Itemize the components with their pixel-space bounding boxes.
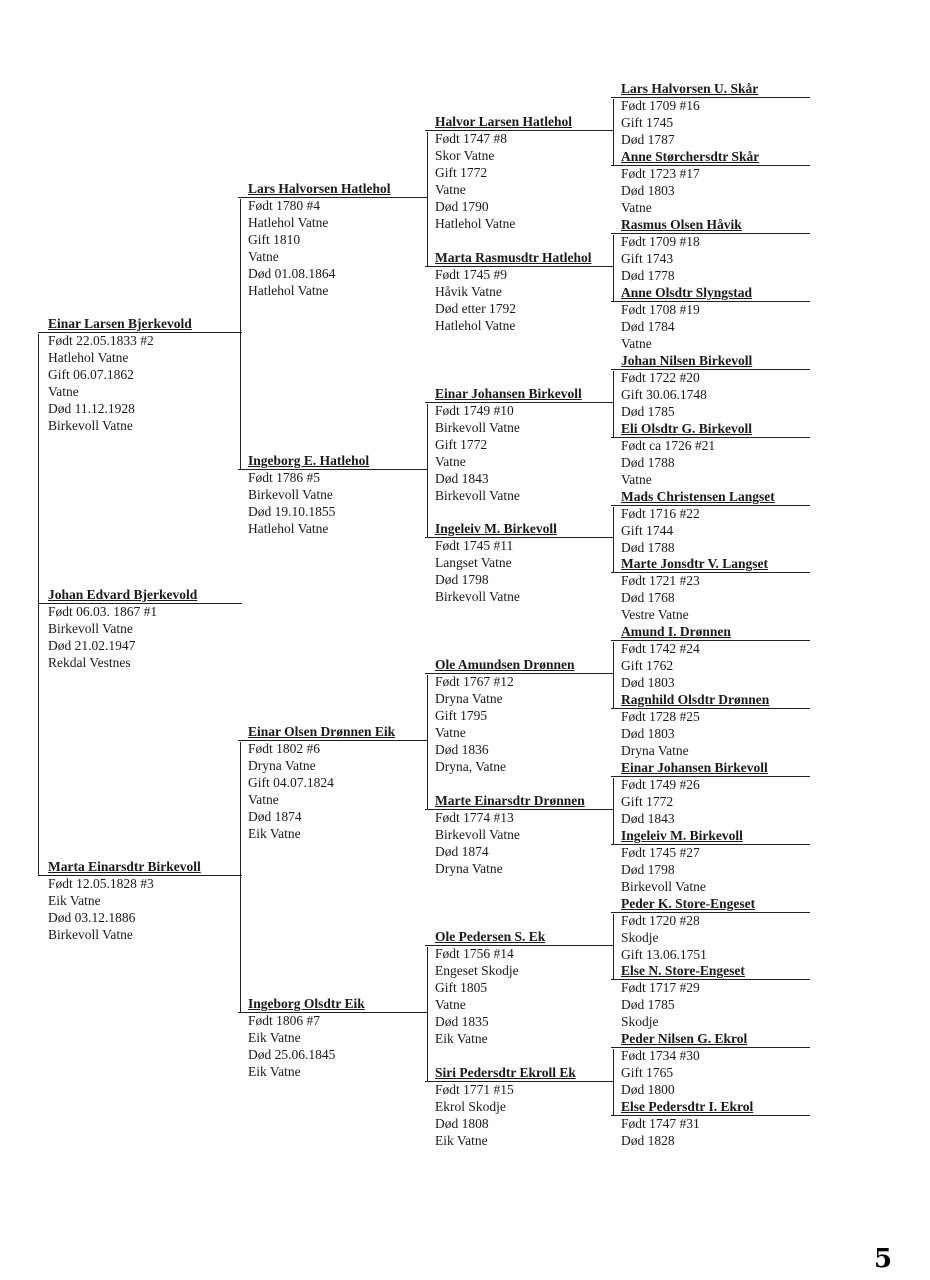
person-detail: Død 1803: [621, 183, 675, 198]
person-detail: Død 1778: [621, 268, 675, 283]
person-detail: Død 1790: [435, 199, 489, 214]
connector-line: [38, 334, 39, 875]
connector-line: [613, 914, 614, 979]
person-detail: Født 1745 #11: [435, 538, 514, 553]
person-name: Rasmus Olsen Håvik: [621, 217, 742, 232]
person-name: Ingeleiv M. Birkevoll: [621, 828, 743, 843]
person-detail: Født 06.03. 1867 #1: [48, 604, 158, 619]
person-detail: Død 1785: [621, 404, 675, 419]
person-7: [248, 995, 365, 1080]
connector-line: [611, 776, 810, 777]
person-detail: Vatne: [435, 454, 466, 469]
person-name: Peder Nilsen G. Ekrol: [621, 1031, 748, 1046]
connector-line: [427, 947, 428, 1081]
person-detail: Død 1803: [621, 675, 675, 690]
connector-line: [611, 437, 810, 438]
person-detail: Født 1716 #22: [621, 506, 700, 521]
person-detail: Gift 1762: [621, 658, 674, 673]
person-detail: Skodje: [621, 930, 659, 945]
person-detail: Ekrol Skodje: [435, 1099, 506, 1114]
connector-line: [611, 979, 810, 980]
person-detail: Født 1749 #10: [435, 403, 514, 418]
person-name: Anne Olsdtr Slyngstad: [621, 285, 753, 300]
person-detail: Født 1728 #25: [621, 709, 700, 724]
connector-line: [611, 1115, 810, 1116]
person-16: [621, 80, 758, 148]
person-name: Ole Pedersen S. Ek: [435, 929, 546, 944]
person-detail: Født 1734 #30: [621, 1048, 700, 1063]
person-detail: Født 1774 #13: [435, 810, 514, 825]
person-detail: Birkevoll Vatne: [435, 488, 520, 503]
person-23: [621, 555, 768, 623]
person-detail: Vatne: [435, 725, 466, 740]
person-17: [621, 148, 759, 216]
person-detail: Håvik Vatne: [435, 284, 502, 299]
person-detail: Dryna Vatne: [248, 758, 316, 773]
person-detail: Birkevoll Vatne: [435, 589, 520, 604]
connector-line: [611, 572, 810, 573]
person-name: Else N. Store-Engeset: [621, 963, 745, 978]
person-detail: Død 1788: [621, 540, 675, 555]
person-detail: Død etter 1792: [435, 301, 516, 316]
person-detail: Født ca 1726 #21: [621, 438, 716, 453]
person-detail: Gift 1810: [248, 232, 301, 247]
connector-line: [611, 505, 810, 506]
connector-line: [613, 371, 614, 437]
person-detail: Birkevoll Vatne: [48, 418, 133, 433]
connector-line: [613, 1049, 614, 1115]
person-name: Johan Nilsen Birkevoll: [621, 353, 753, 368]
person-detail: Rekdal Vestnes: [48, 655, 131, 670]
person-detail: Gift 1795: [435, 708, 488, 723]
connector-line: [427, 404, 428, 537]
person-name: Eli Olsdtr G. Birkevoll: [621, 421, 753, 436]
connector-line: [611, 912, 810, 913]
person-detail: Gift 30.06.1748: [621, 387, 707, 402]
person-detail: Død 1803: [621, 726, 675, 741]
person-detail: Gift 1772: [435, 437, 488, 452]
connector-line: [427, 132, 428, 266]
connector-line: [38, 332, 242, 333]
connector-line: [427, 675, 428, 809]
connector-line: [425, 130, 613, 131]
person-20: [621, 352, 752, 420]
person-detail: Vatne: [621, 472, 652, 487]
connector-line: [611, 640, 810, 641]
connector-line: [238, 740, 428, 741]
person-27: [621, 827, 743, 895]
connector-line: [38, 603, 242, 604]
connector-line: [611, 369, 810, 370]
person-13: [435, 792, 585, 877]
person-detail: Gift 13.06.1751: [621, 947, 707, 962]
person-name: Halvor Larsen Hatlehol: [435, 114, 572, 129]
person-name: Ingeleiv M. Birkevoll: [435, 521, 557, 536]
person-name: Marte Einarsdtr Drønnen: [435, 793, 585, 808]
connector-line: [425, 945, 613, 946]
person-name: Else Pedersdtr I. Ekrol: [621, 1099, 754, 1114]
person-name: Mads Christensen Langset: [621, 489, 775, 504]
person-detail: Død 1787: [621, 132, 675, 147]
person-detail: Gift 1772: [435, 165, 488, 180]
person-detail: Hatlehol Vatne: [248, 521, 329, 536]
person-detail: Født 1802 #6: [248, 741, 321, 756]
person-detail: Skodje: [621, 1014, 659, 1029]
person-detail: Birkevoll Vatne: [435, 420, 520, 435]
person-detail: Død 03.12.1886: [48, 910, 136, 925]
person-detail: Død 1828: [621, 1133, 675, 1148]
connector-line: [238, 1012, 428, 1013]
person-detail: Død 1835: [435, 1014, 489, 1029]
person-detail: Død 1843: [621, 811, 675, 826]
person-detail: Født 1771 #15: [435, 1082, 514, 1097]
person-name: Marta Rasmusdtr Hatlehol: [435, 250, 592, 265]
connector-line: [425, 673, 613, 674]
connector-line: [425, 402, 613, 403]
connector-line: [611, 97, 810, 98]
person-5: [248, 452, 369, 537]
person-detail: Dryna, Vatne: [435, 759, 506, 774]
person-21: [621, 420, 752, 488]
person-29: [621, 962, 745, 1030]
person-detail: Født 1717 #29: [621, 980, 700, 995]
person-name: Peder K. Store-Engeset: [621, 896, 756, 911]
person-28: [621, 895, 755, 963]
person-detail: Vatne: [48, 384, 79, 399]
person-detail: Gift 1743: [621, 251, 674, 266]
person-detail: Eik Vatne: [48, 893, 101, 908]
person-detail: Birkevoll Vatne: [48, 927, 133, 942]
person-detail: Død 1836: [435, 742, 489, 757]
connector-line: [240, 742, 241, 1012]
person-detail: Birkevoll Vatne: [435, 827, 520, 842]
person-26: [621, 759, 768, 827]
person-detail: Født 1806 #7: [248, 1013, 321, 1028]
person-1: [48, 586, 197, 671]
person-detail: Født 1709 #16: [621, 98, 700, 113]
person-9: [435, 249, 592, 334]
connector-line: [238, 469, 428, 470]
person-detail: Død 1768: [621, 590, 675, 605]
person-3: [48, 858, 201, 943]
person-name: Ingeborg E. Hatlehol: [248, 453, 370, 468]
person-detail: Birkevoll Vatne: [48, 621, 133, 636]
person-detail: Død 1800: [621, 1082, 675, 1097]
person-detail: Birkevoll Vatne: [248, 487, 333, 502]
person-detail: Født 12.05.1828 #3: [48, 876, 154, 891]
person-detail: Født 1745 #27: [621, 845, 700, 860]
connector-line: [613, 642, 614, 708]
person-detail: Gift 1772: [621, 794, 674, 809]
connector-line: [611, 708, 810, 709]
person-detail: Gift 04.07.1824: [248, 775, 334, 790]
person-name: Ingeborg Olsdtr Eik: [248, 996, 365, 1011]
person-detail: Død 11.12.1928: [48, 401, 135, 416]
person-name: Einar Olsen Drønnen Eik: [248, 724, 396, 739]
person-detail: Død 19.10.1855: [248, 504, 336, 519]
person-15: [435, 1064, 576, 1149]
person-detail: Født 1747 #31: [621, 1116, 700, 1131]
person-name: Einar Larsen Bjerkevold: [48, 316, 192, 331]
person-detail: Død 01.08.1864: [248, 266, 336, 281]
connector-line: [38, 875, 242, 876]
connector-line: [613, 99, 614, 165]
person-detail: Eik Vatne: [435, 1031, 488, 1046]
connector-line: [611, 844, 810, 845]
person-detail: Gift 06.07.1862: [48, 367, 134, 382]
connector-line: [425, 1081, 613, 1082]
person-11: [435, 520, 557, 605]
page-number: 5: [874, 1244, 893, 1274]
person-detail: Gift 1744: [621, 523, 674, 538]
person-18: [621, 216, 742, 284]
person-detail: Dryna Vatne: [435, 691, 503, 706]
person-detail: Vatne: [248, 792, 279, 807]
person-detail: Født 1721 #23: [621, 573, 700, 588]
person-detail: Født 22.05.1833 #2: [48, 333, 154, 348]
person-detail: Dryna Vatne: [435, 861, 503, 876]
person-detail: Vatne: [435, 997, 466, 1012]
person-detail: Født 1745 #9: [435, 267, 508, 282]
person-detail: Født 1756 #14: [435, 946, 514, 961]
person-detail: Vestre Vatne: [621, 607, 689, 622]
person-detail: Død 21.02.1947: [48, 638, 136, 653]
person-name: Marte Jonsdtr V. Langset: [621, 556, 769, 571]
connector-line: [613, 507, 614, 572]
person-detail: Født 1747 #8: [435, 131, 508, 146]
connector-line: [240, 199, 241, 469]
person-detail: Birkevoll Vatne: [621, 879, 706, 894]
person-detail: Død 1874: [435, 844, 489, 859]
person-name: Einar Johansen Birkevoll: [621, 760, 768, 775]
person-detail: Skor Vatne: [435, 148, 495, 163]
person-detail: Hatlehol Vatne: [435, 318, 516, 333]
person-detail: Født 1723 #17: [621, 166, 700, 181]
connector-line: [425, 809, 613, 810]
person-detail: Død 1798: [621, 862, 675, 877]
person-30: [621, 1030, 747, 1098]
person-detail: Født 1780 #4: [248, 198, 321, 213]
person-detail: Død 1808: [435, 1116, 489, 1131]
person-detail: Eik Vatne: [248, 1064, 301, 1079]
person-detail: Vatne: [248, 249, 279, 264]
person-detail: Født 1749 #26: [621, 777, 700, 792]
person-name: Johan Edvard Bjerkevold: [48, 587, 198, 602]
person-31: [621, 1098, 753, 1149]
person-detail: Hatlehol Vatne: [48, 350, 129, 365]
person-detail: Eik Vatne: [435, 1133, 488, 1148]
person-name: Lars Halvorsen Hatlehol: [248, 181, 391, 196]
person-detail: Gift 1805: [435, 980, 488, 995]
connector-line: [425, 537, 613, 538]
person-detail: Død 1798: [435, 572, 489, 587]
person-name: Ragnhild Olsdtr Drønnen: [621, 692, 770, 707]
person-detail: Død 1843: [435, 471, 489, 486]
person-22: [621, 488, 775, 556]
person-detail: Død 1874: [248, 809, 302, 824]
person-name: Ole Amundsen Drønnen: [435, 657, 575, 672]
person-detail: Eik Vatne: [248, 1030, 301, 1045]
person-name: Marta Einarsdtr Birkevoll: [48, 859, 201, 874]
connector-line: [425, 266, 613, 267]
person-detail: Født 1709 #18: [621, 234, 700, 249]
person-detail: Gift 1765: [621, 1065, 674, 1080]
connector-line: [611, 233, 810, 234]
person-25: [621, 691, 769, 759]
person-detail: Død 1788: [621, 455, 675, 470]
person-detail: Født 1786 #5: [248, 470, 321, 485]
person-detail: Gift 1745: [621, 115, 674, 130]
person-detail: Født 1722 #20: [621, 370, 700, 385]
connector-line: [613, 778, 614, 844]
person-name: Anne Størchersdtr Skår: [621, 149, 760, 164]
connector-line: [611, 1047, 810, 1048]
person-detail: Født 1720 #28: [621, 913, 700, 928]
connector-line: [238, 197, 428, 198]
person-detail: Født 1767 #12: [435, 674, 514, 689]
person-detail: Født 1742 #24: [621, 641, 700, 656]
person-detail: Vatne: [621, 336, 652, 351]
person-detail: Dryna Vatne: [621, 743, 689, 758]
person-detail: Hatlehol Vatne: [248, 283, 329, 298]
connector-line: [611, 301, 810, 302]
connector-line: [611, 165, 810, 166]
person-detail: Død 1785: [621, 997, 675, 1012]
person-detail: Vatne: [435, 182, 466, 197]
person-name: Lars Halvorsen U. Skår: [621, 81, 759, 96]
person-detail: Vatne: [621, 200, 652, 215]
person-detail: Hatlehol Vatne: [248, 215, 329, 230]
person-24: [621, 623, 731, 691]
person-detail: Død 25.06.1845: [248, 1047, 336, 1062]
person-detail: Død 1784: [621, 319, 675, 334]
person-name: Amund I. Drønnen: [621, 624, 731, 639]
person-detail: Hatlehol Vatne: [435, 216, 516, 231]
connector-line: [613, 235, 614, 301]
person-detail: Født 1708 #19: [621, 302, 700, 317]
person-name: Einar Johansen Birkevoll: [435, 386, 582, 401]
person-name: Siri Pedersdtr Ekroll Ek: [435, 1065, 576, 1080]
person-detail: Engeset Skodje: [435, 963, 519, 978]
person-19: [621, 284, 752, 352]
person-detail: Eik Vatne: [248, 826, 301, 841]
person-detail: Langset Vatne: [435, 555, 512, 570]
